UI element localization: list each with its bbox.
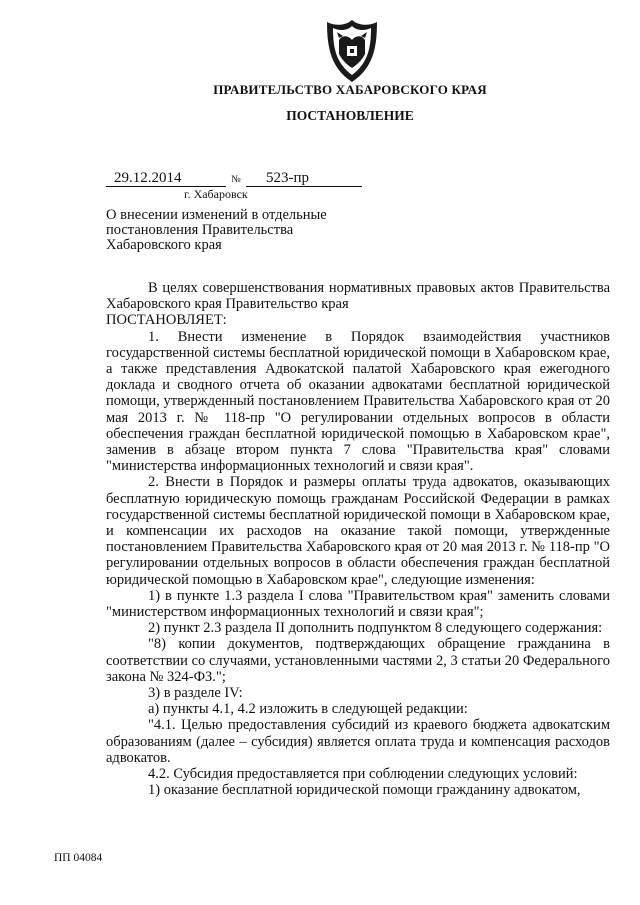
footer-code: ПП 04084 xyxy=(54,852,103,864)
document-date-number-line xyxy=(106,170,362,187)
paragraph-2-item-1: 1) в пункте 1.3 раздела I слова "Правительством края" заменить словами "министерством информационных технологий и связи края"; xyxy=(106,587,610,621)
document-city: г. Хабаровск xyxy=(184,187,248,201)
paragraph-4-2: 4.2. Субсидия предоставляется при соблюдении следующих условий: xyxy=(148,766,578,783)
document-number: 523-пр xyxy=(246,171,362,187)
paragraph-2-item-3: 3) в разделе IV: xyxy=(148,685,243,702)
paragraph-1: 1. Внести изменение в Порядок взаимодействия участников государственной системы бесплатной юридической помощи в Хабаровском крае, а также представления Адвокатской палатой Хабаровского края ежегодного доклада и сводного отчета об оказании адвокатами бесплатной юридической помощи, утвержденный постановлением Правительства Хабаровского края от 20 мая 2013 г. № 118-пр "О регулировании отдельных вопросов в области обеспечения граждан бесплатной юридической помощью в Хабаровском крае", заменив в абзаце втором пункта 7 слова "Правительства края" словами "министерства информационных технологий и связи края". xyxy=(106,328,610,475)
document-date: 29.12.2014 xyxy=(106,171,226,187)
khabarovsk-coat-of-arms-icon xyxy=(325,18,379,84)
document-subject: О внесении изменений в отдельные постановления Правительства Хабаровского края xyxy=(106,207,327,253)
paragraph-4-1: "4.1. Целью предоставления субсидий из краевого бюджета адвокатским образованиям (далее – субсидия) является оплата труда и компенсация расходов адвокатов. xyxy=(106,717,610,766)
document-type: ПОСТАНОВЛЕНИЕ xyxy=(286,108,414,123)
intro-paragraph: В целях совершенствования нормативных правовых актов Правительства Хабаровского края Правительство края xyxy=(106,280,610,313)
paragraph-4-2-item-1: 1) оказание бесплатной юридической помощи гражданину адвокатом, xyxy=(148,782,581,799)
number-sign: № xyxy=(231,174,241,185)
paragraph-2-item-3a: а) пункты 4.1, 4.2 изложить в следующей редакции: xyxy=(148,701,468,718)
paragraph-2-item-2: 2) пункт 2.3 раздела II дополнить подпунктом 8 следующего содержания: xyxy=(148,620,603,637)
paragraph-2: 2. Внести в Порядок и размеры оплаты труда адвокатов, оказывающих бесплатную юридическую помощь гражданам Российской Федерации в рамках государственной системы бесплатной юридической помощи в Хабаровском крае, и компенсации их расходов на оказание такой помощи, утвержденные постановлением Правительства Хабаровского края от 20 мая 2013 г. № 118-пр "О регулировании отдельных вопросов в области обеспечения граждан бесплатной юридической помощью в Хабаровском крае", следующие изменения: xyxy=(106,474,610,588)
resolves-heading: ПОСТАНОВЛЯЕТ: xyxy=(106,312,227,329)
document-body xyxy=(106,280,610,799)
government-title: ПРАВИТЕЛЬСТВО ХАБАРОВСКОГО КРАЯ xyxy=(213,82,487,97)
paragraph-2-item-2-text: "8) копии документов, подтверждающих обращение гражданина в соответствии со случаями, установленными частями 2, 3 статьи 20 Федерального закона № 324-ФЗ."; xyxy=(106,636,610,685)
